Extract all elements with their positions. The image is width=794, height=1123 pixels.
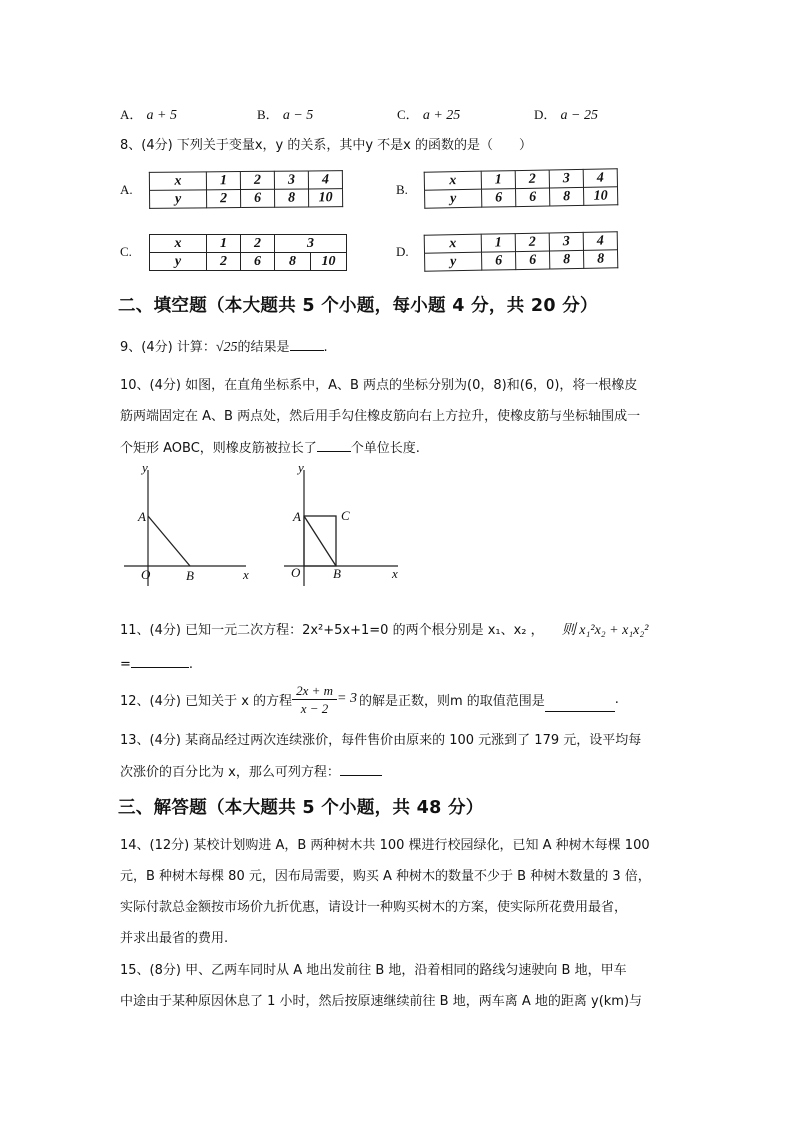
table-cell: 2 — [207, 253, 241, 271]
label-o: O — [291, 565, 301, 580]
q8-table-d — [424, 231, 619, 271]
q11-expression: 则 x₁²x₂ + x₁x₂² — [561, 623, 649, 638]
table-cell: 2 — [241, 235, 275, 253]
label-c: C — [341, 508, 350, 523]
q9-end: . — [323, 340, 328, 355]
q11-equals: = — [120, 657, 131, 672]
section-heading-fill-in: 二、填空题（本大题共 5 个小题，每小题 4 分，共 20 分） — [118, 296, 598, 316]
q10-line3-suffix: 个单位长度. — [350, 441, 420, 456]
table-cell: 6 — [482, 252, 516, 271]
table-cell: 4 — [583, 169, 617, 188]
q14-line4: 并求出最省的费用. — [120, 931, 229, 946]
q8-table-b — [424, 168, 619, 208]
q11-prefix: 11、(4分) 已知一元二次方程：2x²+5x+1=0 的两个根分别是 x₁、x₂ ， — [120, 623, 544, 638]
y-label: y — [150, 190, 207, 208]
x-label: x — [424, 234, 481, 253]
q10-line2: 筋两端固定在 A、B 两点处，然后用手勾住橡皮筋向右上方拉升，使橡皮筋与坐标轴围成一 — [120, 409, 641, 424]
q13-answer-blank — [340, 763, 382, 776]
q14-line2: 元，B 种树木每棵 80 元，因布局需要，购买 A 种树木的数量不少于 B 种树木数量的 3 倍， — [120, 869, 651, 884]
table-cell: 3 — [275, 235, 347, 253]
q12 — [120, 678, 619, 720]
table-cell: 10 — [583, 187, 617, 206]
q13-line2 — [120, 761, 382, 780]
q9-radical: √25 — [215, 340, 238, 355]
q14-line3: 实际付款总金额按市场价九折优惠，请设计一种购买树木的方案，使实际所花费用最省， — [120, 900, 628, 915]
q10-figure-1 — [118, 462, 258, 588]
table-cell: 4 — [308, 171, 342, 189]
table-cell: 8 — [275, 253, 311, 271]
option-letter: D． — [534, 107, 557, 122]
x-label: x — [149, 172, 206, 190]
q12-equals: = 3 — [337, 691, 357, 706]
option-value: a + 5 — [146, 108, 177, 123]
label-b: B — [333, 566, 341, 581]
table-cell: 1 — [481, 234, 515, 253]
q14-line1: 14、(12分) 某校计划购进 A，B 两种树木共 100 棵进行校园绿化，已知 A 种树木每棵 100 — [120, 838, 650, 853]
q15-line2: 中途由于某种原因休息了 1 小时，然后按原速继续前往 B 地，两车离 A 地的距离 y(km)与 — [120, 994, 643, 1009]
q7-option-c — [397, 104, 460, 124]
table-cell: 8 — [549, 250, 583, 269]
table-cell: 6 — [482, 189, 516, 208]
option-value: a + 25 — [422, 108, 461, 123]
table-cell: 1 — [207, 235, 241, 253]
table-cell: 3 — [274, 171, 308, 189]
q10-line1: 10、(4分) 如图，在直角坐标系中，A、B 两点的坐标分别为(0，8)和(6，0)，将一根橡皮 — [120, 378, 638, 393]
option-letter: C． — [397, 107, 419, 122]
q9-suffix: 的结果是 — [237, 340, 290, 355]
table-cell: 2 — [515, 170, 549, 189]
q8-option-a-letter: A. — [120, 182, 133, 197]
q12-prefix: 12、(4分) 已知关于 x 的方程 — [120, 693, 293, 709]
q13-line1: 13、(4分) 某商品经过两次连续涨价，每件售价由原来的 100 元涨到了 179 元，设平均每 — [120, 733, 642, 748]
label-a: A — [293, 509, 301, 524]
q9-prefix: 9、(4分) 计算： — [120, 340, 216, 355]
q12-suffix: 的解是正数，则m 的取值范围是 — [358, 693, 545, 709]
q8-table-a — [149, 170, 343, 209]
q12-end: . — [614, 691, 619, 707]
q10-line3 — [120, 437, 420, 456]
table-cell: 10 — [308, 189, 342, 207]
q11-answer-blank — [131, 655, 189, 668]
q8-table-c — [149, 234, 347, 271]
q15-line1: 15、(8分) 甲、乙两车同时从 A 地出发前往 B 地，沿着相同的路线匀速驶向 B 地，甲车 — [120, 963, 627, 978]
label-y: y — [142, 462, 148, 475]
label-y: y — [298, 462, 304, 475]
q8-option-b-letter: B. — [396, 182, 408, 197]
q11-end: . — [188, 657, 194, 672]
q10-answer-blank — [317, 439, 351, 452]
q12-numerator: 2x + m — [292, 682, 337, 700]
table-cell: 2 — [515, 233, 549, 252]
x-label: x — [424, 171, 481, 190]
label-x: x — [243, 567, 249, 582]
table-cell: 6 — [516, 251, 550, 270]
table-cell: 8 — [274, 189, 308, 207]
y-label: y — [425, 252, 482, 271]
table-cell: 8 — [549, 187, 583, 206]
label-b: B — [186, 568, 194, 583]
table-cell: 6 — [241, 189, 275, 207]
label-x: x — [392, 566, 398, 581]
q7-option-b — [257, 104, 313, 124]
q11-line1 — [120, 619, 648, 639]
q7-option-d — [534, 104, 598, 124]
q8-option-d-letter: D. — [396, 244, 409, 259]
q8-option-c-letter: C. — [120, 244, 132, 259]
q11-line2 — [120, 655, 193, 672]
segment-ab — [304, 516, 336, 566]
table-cell: 3 — [549, 232, 583, 251]
segment-ab — [148, 516, 190, 566]
y-label: y — [425, 189, 482, 208]
table-cell: 1 — [206, 172, 240, 190]
x-label: x — [150, 235, 207, 253]
table-cell: 6 — [241, 253, 275, 271]
table-cell: 8 — [583, 250, 617, 269]
table-cell: 1 — [481, 171, 515, 190]
q7-option-a — [120, 104, 177, 124]
q9 — [120, 336, 328, 356]
table-cell: 2 — [207, 190, 241, 208]
q10-figure-2 — [280, 462, 410, 588]
table-cell: 4 — [583, 232, 617, 251]
label-a: A — [138, 509, 146, 524]
section-heading-answer: 三、解答题（本大题共 5 个小题，共 48 分） — [118, 798, 484, 818]
q12-answer-blank — [545, 699, 615, 712]
q8-stem: 8、(4分) 下列关于变量x，y 的关系，其中y 不是x 的函数的是（ ） — [120, 138, 532, 153]
option-value: a − 5 — [282, 108, 314, 123]
table-cell: 3 — [549, 169, 583, 188]
label-o: O — [141, 567, 151, 582]
q12-fraction — [292, 682, 337, 717]
q9-answer-blank — [290, 338, 324, 351]
q12-denominator: x − 2 — [300, 700, 329, 716]
table-cell: 2 — [240, 171, 274, 189]
option-letter: A． — [120, 107, 143, 122]
q10-line3-prefix: 个矩形 AOBC，则橡皮筋被拉长了 — [120, 441, 317, 456]
table-cell: 6 — [516, 188, 550, 207]
table-cell: 10 — [311, 253, 347, 271]
option-letter: B． — [257, 107, 279, 122]
y-label: y — [150, 253, 207, 271]
option-value: a − 25 — [560, 108, 598, 123]
q13-line2-text: 次涨价的百分比为 x，那么可列方程： — [120, 765, 340, 780]
